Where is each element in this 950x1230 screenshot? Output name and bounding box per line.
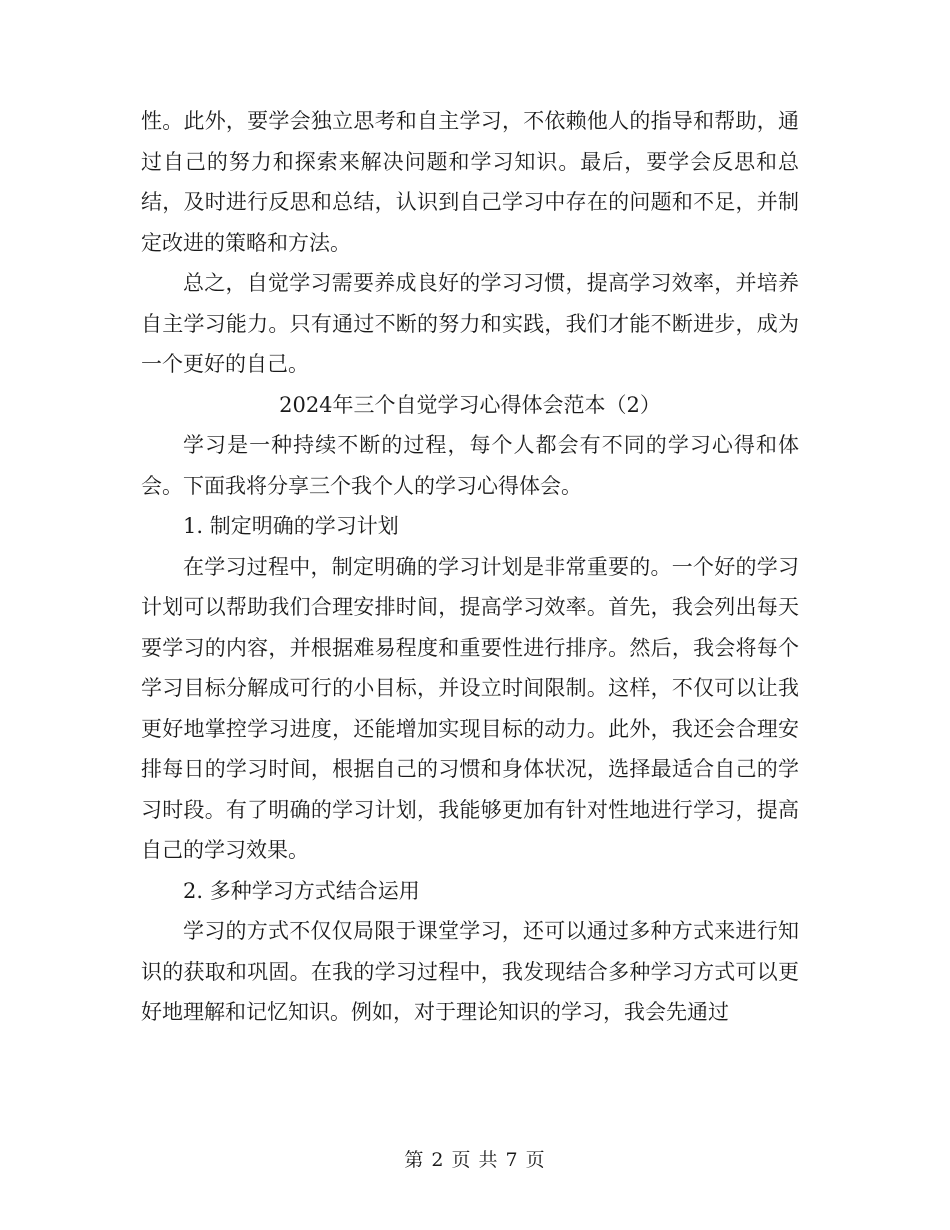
list-item-1: 1. 制定明确的学习计划 <box>183 514 399 538</box>
paragraph-plan: 在学习过程中，制定明确的学习计划是非常重要的。一个好的学习计划可以帮助我们合理安排时间，提高学习效率。首先，我会列出每天要学习的内容，并根据难易程度和重要性进行排序。然后，我会将每个学习目标分解成可行的小目标，并设立时间限制。这样，不仅可以让我更好地掌控学习进度，还能增加实现目标的动力。此外，我还会合理安排每日的学习时间，根据自己的习惯和身体状况，选择最适合自己的学习时段。有了明确的学习计划，我能够更加有针对性地进行学习，提高自己的学习效果。 <box>141 554 799 862</box>
paragraph-methods: 学习的方式不仅仅局限于课堂学习，还可以通过多种方式来进行知识的获取和巩固。在我的学习过程中，我发现结合多种学习方式可以更好地理解和记忆知识。例如，对于理论知识的学习，我会先通过 <box>141 919 799 1024</box>
section-heading: 2024年三个自觉学习心得体会范本（2） <box>279 392 661 417</box>
paragraph-intro: 学习是一种持续不断的过程，每个人都会有不同的学习心得和体会。下面我将分享三个我个人的学习心得体会。 <box>141 433 799 498</box>
page-footer: 第 2 页 共 7 页 <box>404 1149 546 1171</box>
paragraph-continuation: 性。此外，要学会独立思考和自主学习，不依赖他人的指导和帮助，通过自己的努力和探索来解决问题和学习知识。最后，要学会反思和总结，及时进行反思和总结，认识到自己学习中存在的问题和不足，并制定改进的策略和方法。 <box>141 109 799 255</box>
paragraph-summary: 总之，自觉学习需要养成良好的学习习惯，提高学习效率，并培养自主学习能力。只有通过不断的努力和实践，我们才能不断进步，成为一个更好的自己。 <box>141 271 799 376</box>
list-item-2: 2. 多种学习方式结合运用 <box>183 878 420 903</box>
document-body <box>141 101 799 1033</box>
